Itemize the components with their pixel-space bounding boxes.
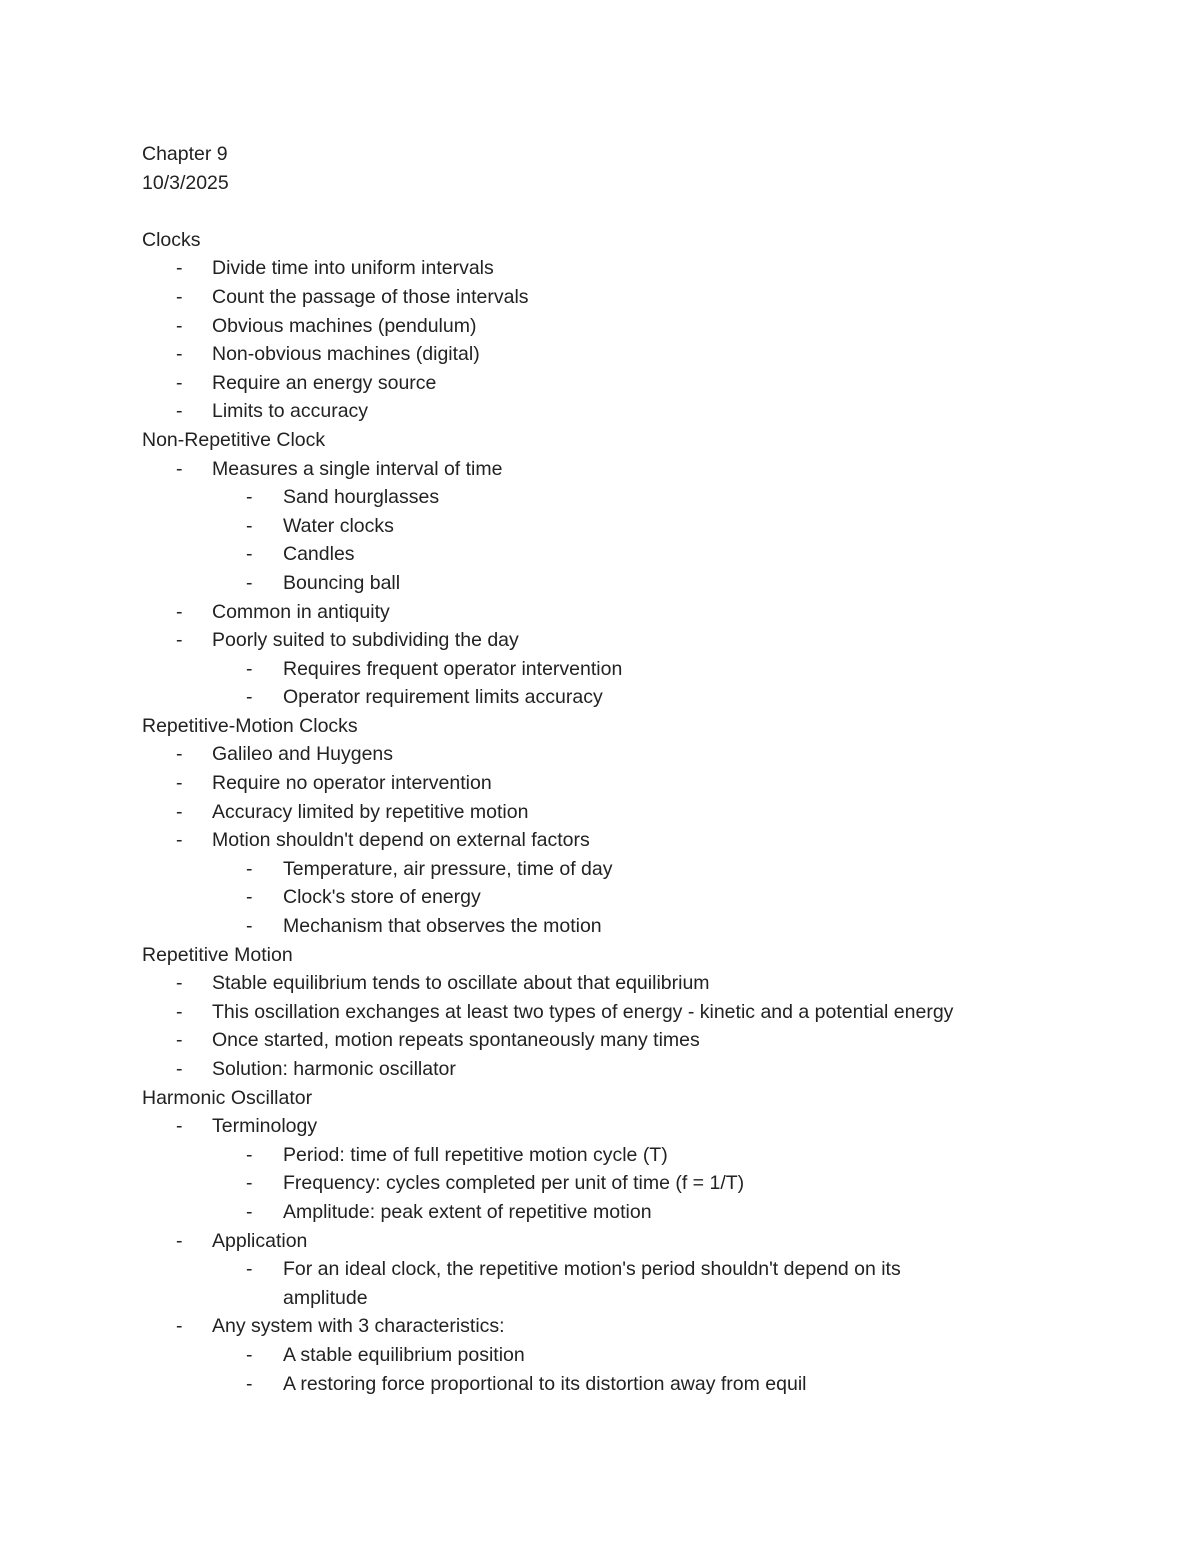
bullet-dash: - <box>176 1315 183 1338</box>
sub-list-item-text: Water clocks <box>283 514 394 537</box>
bullet-dash: - <box>176 1058 183 1080</box>
list-item <box>142 1312 1072 1341</box>
section-clocks <box>142 226 1072 426</box>
list-item-text: Poorly suited to subdividing the day <box>212 629 519 652</box>
sub-list-item <box>142 512 1072 541</box>
bullet-dash: - <box>246 915 253 938</box>
list-item-text: Any system with 3 characteristics: <box>212 1315 505 1338</box>
sub-list-item-text: For an ideal clock, the repetitive motion's period shouldn't depend on its amplitude <box>283 1258 901 1309</box>
sub-list-item-text: Candles <box>283 543 355 566</box>
bullet-dash: - <box>176 1000 183 1023</box>
sub-list-item-text: Temperature, air pressure, time of day <box>283 857 613 880</box>
bullet-dash: - <box>176 285 183 308</box>
bullet-dash: - <box>246 1343 253 1366</box>
bullet-dash: - <box>176 772 183 795</box>
section-non-repetitive-clock <box>142 426 1072 712</box>
bullet-dash: - <box>176 800 183 823</box>
list-item-text: Measures a single interval of time <box>212 457 503 480</box>
sections-container <box>142 226 1072 1398</box>
bullet-dash: - <box>176 1229 183 1252</box>
list-item <box>142 740 1072 769</box>
list-item-text: Count the passage of those intervals <box>212 285 529 308</box>
notes-body <box>142 140 1072 1398</box>
sub-list-item-text: A stable equilibrium position <box>283 1343 525 1366</box>
bullet-dash: - <box>176 371 183 394</box>
list-item-text: Require an energy source <box>212 371 437 394</box>
section-heading: Clocks <box>142 228 201 251</box>
section-heading: Repetitive Motion <box>142 943 293 966</box>
list-item-text: Accuracy limited by repetitive motion <box>212 800 529 823</box>
list-item <box>142 1026 1072 1055</box>
bullet-dash: - <box>176 743 183 766</box>
sub-list-item-text: Period: time of full repetitive motion cycle (T) <box>283 1143 668 1166</box>
bullet-dash: - <box>176 600 183 623</box>
list-item-text: Application <box>212 1229 308 1252</box>
sub-list-item-text: Operator requirement limits accuracy <box>283 686 603 709</box>
list-item <box>142 1055 1072 1084</box>
sub-list-item <box>142 912 1072 941</box>
sub-list-item-text: Mechanism that observes the motion <box>283 915 602 938</box>
list-item <box>142 998 1072 1027</box>
bullet-dash: - <box>176 829 183 852</box>
list-item-text: Solution: harmonic oscillator <box>212 1058 456 1080</box>
list-item <box>142 969 1072 998</box>
bullet-dash: - <box>246 1143 253 1166</box>
list-item <box>142 1227 1072 1256</box>
section-repetitive-motion-clocks <box>142 712 1072 941</box>
list-item-text: Divide time into uniform intervals <box>212 257 494 280</box>
section-harmonic-oscillator <box>142 1084 1072 1399</box>
sub-list-item-text: Amplitude: peak extent of repetitive motion <box>283 1200 652 1223</box>
bullet-dash: - <box>246 1172 253 1195</box>
bullet-dash: - <box>176 400 183 423</box>
sub-list-item <box>142 1169 1072 1198</box>
bullet-dash: - <box>246 514 253 537</box>
sub-list-item-text: Bouncing ball <box>283 571 401 594</box>
list-item-text: Terminology <box>212 1115 318 1138</box>
list-item-text: This oscillation exchanges at least two types of energy - kinetic and a potential energy <box>212 1000 954 1023</box>
bullet-dash: - <box>246 571 253 594</box>
note-date: 10/3/2025 <box>142 171 229 194</box>
section-repetitive-motion <box>142 941 1072 1084</box>
list-item <box>142 340 1072 369</box>
list-item <box>142 283 1072 312</box>
bullet-dash: - <box>246 857 253 880</box>
list-item-text: Galileo and Huygens <box>212 743 394 766</box>
list-item-text: Obvious machines (pendulum) <box>212 314 477 337</box>
list-item-text: Limits to accuracy <box>212 400 369 423</box>
bullet-dash: - <box>176 314 183 337</box>
sub-list-item <box>142 569 1072 598</box>
bullet-dash: - <box>176 457 183 480</box>
bullet-dash: - <box>246 1258 253 1281</box>
sub-list-item <box>142 483 1072 512</box>
sub-list-item <box>142 1255 983 1312</box>
sub-list-item-text: A restoring force proportional to its distortion away from equil <box>283 1372 807 1395</box>
sub-list-item-text: Frequency: cycles completed per unit of time (f = 1/T) <box>283 1172 745 1195</box>
bullet-dash: - <box>176 257 183 280</box>
sub-list-item <box>142 1341 1072 1370</box>
bullet-dash: - <box>246 1372 253 1395</box>
sub-list-item <box>142 1370 1072 1399</box>
bullet-dash: - <box>246 1200 253 1223</box>
section-heading: Non-Repetitive Clock <box>142 428 326 451</box>
bullet-dash: - <box>176 1029 183 1052</box>
section-heading: Harmonic Oscillator <box>142 1086 313 1109</box>
list-item <box>142 397 1072 426</box>
sub-list-item <box>142 655 1072 684</box>
list-item <box>142 455 1072 484</box>
list-item-text: Require no operator intervention <box>212 772 492 795</box>
bullet-dash: - <box>246 486 253 509</box>
list-item-text: Motion shouldn't depend on external factors <box>212 829 590 852</box>
bullet-dash: - <box>176 343 183 366</box>
bullet-dash: - <box>246 886 253 909</box>
sub-list-item <box>142 855 1072 884</box>
list-item <box>142 254 1072 283</box>
bullet-dash: - <box>246 686 253 709</box>
bullet-dash: - <box>176 1115 183 1138</box>
bullet-dash: - <box>246 543 253 566</box>
list-item-text: Once started, motion repeats spontaneously many times <box>212 1029 700 1052</box>
list-item <box>142 312 1072 341</box>
sub-list-item <box>142 683 1072 712</box>
bullet-dash: - <box>246 657 253 680</box>
list-item <box>142 826 1072 855</box>
sub-list-item <box>142 1198 1072 1227</box>
list-item <box>142 1112 1072 1141</box>
list-item-text: Stable equilibrium tends to oscillate about that equilibrium <box>212 972 710 995</box>
sub-list-item <box>142 1141 1072 1170</box>
list-item <box>142 769 1072 798</box>
list-item-text: Non-obvious machines (digital) <box>212 343 480 366</box>
bullet-dash: - <box>176 629 183 652</box>
sub-list-item-text: Clock's store of energy <box>283 886 481 909</box>
spacer <box>142 197 1072 226</box>
sub-list-item-text: Requires frequent operator intervention <box>283 657 623 680</box>
list-item <box>142 369 1072 398</box>
chapter-title: Chapter 9 <box>142 143 228 165</box>
sub-list-item <box>142 540 1072 569</box>
section-heading: Repetitive-Motion Clocks <box>142 714 358 737</box>
list-item-text: Common in antiquity <box>212 600 390 623</box>
bullet-dash: - <box>176 972 183 995</box>
sub-list-item-text: Sand hourglasses <box>283 486 440 509</box>
list-item <box>142 798 1072 827</box>
sub-list-item <box>142 883 1072 912</box>
list-item <box>142 626 1072 655</box>
list-item <box>142 598 1072 627</box>
